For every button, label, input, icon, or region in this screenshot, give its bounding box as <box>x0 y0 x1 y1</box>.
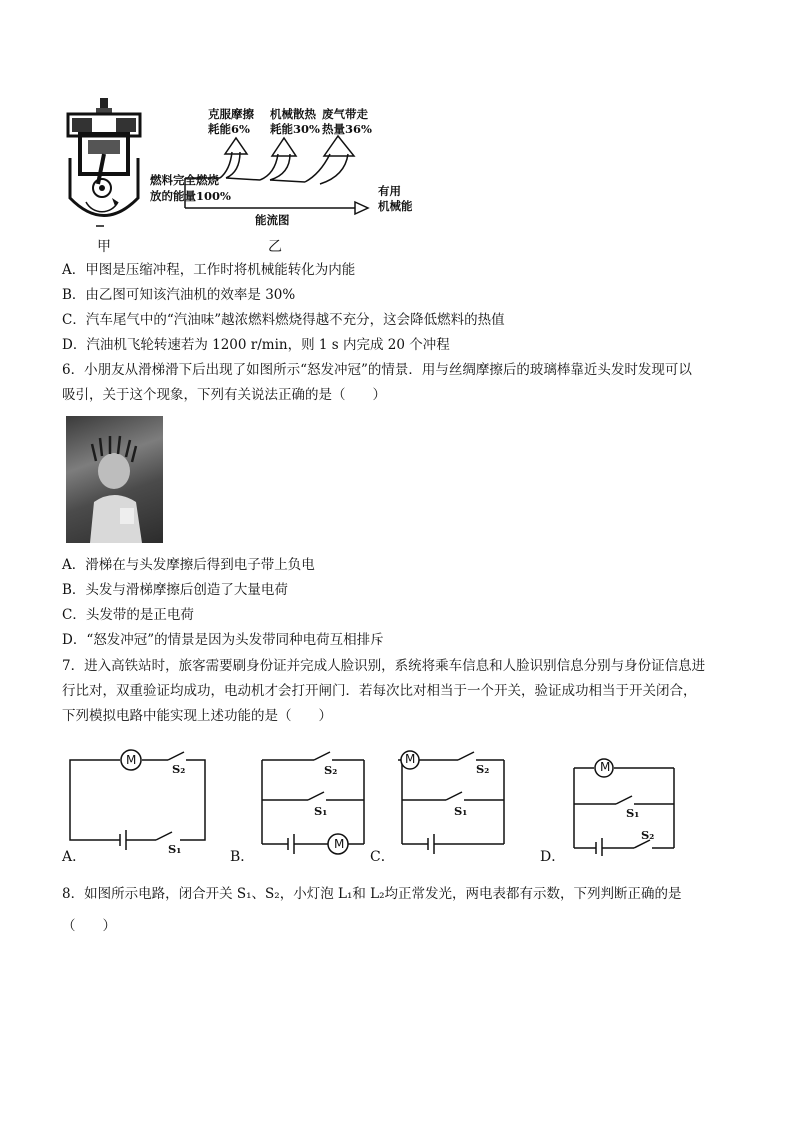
flow-label-cooling-line2: 耗能30% <box>270 122 320 136</box>
q7-stem-line2: 行比对，双重验证均成功，电动机才会打开闸门．若每次比对相当于一个开关，验证成功相当于开关闭合， <box>62 683 697 699</box>
q6-stem-line1: 6．小朋友从滑梯滑下后出现了如图所示“怒发冲冠”的情景．用与丝绸摩擦后的玻璃棒靠近头发时发现可以 <box>62 362 692 378</box>
flow-label-exhaust-line2: 热量36% <box>322 122 372 136</box>
circuit-c-s1-label: S₁ <box>454 804 468 818</box>
q6-option-c: C．头发带的是正电荷 <box>62 607 194 623</box>
q5-option-a: A．甲图是压缩冲程，工作时将机械能转化为内能 <box>62 262 356 278</box>
flow-label-exhaust <box>322 107 372 137</box>
child-silhouette <box>66 416 163 543</box>
circuit-a-s2-label: S₂ <box>172 762 186 776</box>
q7-stem-line1: 7．进入高铁站时，旅客需要刷身份证并完成人脸识别，系统将乘车信息和人脸识别信息分别与身份证信息进 <box>62 658 706 674</box>
engine-figure <box>60 98 150 238</box>
child-hair-photo <box>66 416 163 543</box>
flow-label-cooling-line1: 机械散热 <box>270 107 316 121</box>
q7-stem-line3: 下列模拟电路中能实现上述功能的是（ ） <box>62 708 332 724</box>
flow-label-useful <box>378 184 413 214</box>
circuit-b <box>258 750 368 862</box>
circuit-a-motor-label: M <box>126 753 137 767</box>
q6-option-b: B．头发与滑梯摩擦后创造了大量电荷 <box>62 582 288 598</box>
q7-option-b-label: B． <box>230 849 255 865</box>
q8-stem-line2: （ ） <box>62 918 116 934</box>
flow-label-fuel-line2: 放的能量100% <box>150 189 231 203</box>
q5-option-b: B．由乙图可知该汽油机的效率是 30% <box>62 287 296 303</box>
flow-label-fuel <box>150 172 231 204</box>
circuit-d-motor-label: M <box>600 760 611 774</box>
circuit-c-motor-label: M <box>405 752 416 766</box>
flow-label-friction <box>208 107 254 137</box>
circuit-d-s2-label: S₂ <box>641 828 655 842</box>
flow-label-friction-line2: 耗能6% <box>208 122 250 136</box>
circuit-b-s1-label: S₁ <box>314 804 328 818</box>
q5-option-c: C．汽车尾气中的“汽油味”越浓燃料燃烧得越不充分，这会降低燃料的热值 <box>62 312 505 328</box>
q6-option-a: A．滑梯在与头发摩擦后得到电子带上负电 <box>62 557 315 573</box>
q7-option-a-label: A． <box>62 849 87 865</box>
figure-label-yi: 乙 <box>268 239 282 255</box>
q8-stem-line1: 8．如图所示电路，闭合开关 S₁、S₂，小灯泡 L₁和 L₂均正常发光，两电表都有示数，下列判断正确的是 <box>62 886 682 902</box>
q7-option-c-label: C． <box>370 849 395 865</box>
figure-label-jia: 甲 <box>97 239 111 255</box>
q6-stem-line2: 吸引，关于这个现象，下列有关说法正确的是（ ） <box>62 387 386 403</box>
flow-diagram-caption: 能流图 <box>255 213 290 227</box>
circuit-d-s1-label: S₁ <box>626 806 640 820</box>
flow-label-exhaust-line1: 废气带走 <box>322 107 368 121</box>
circuit-c-s2-label: S₂ <box>476 762 490 776</box>
flow-label-fuel-line1: 燃料完全燃烧 <box>150 173 219 187</box>
q7-option-d-label: D． <box>540 849 566 865</box>
flow-label-useful-line2: 机械能 <box>378 199 413 213</box>
q6-option-d: D．“怒发冲冠”的情景是因为头发带同种电荷互相排斥 <box>62 632 384 648</box>
flow-label-useful-line1: 有用 <box>378 184 401 198</box>
circuit-d <box>570 756 678 856</box>
circuit-b-motor-label: M <box>334 837 345 851</box>
flow-label-cooling <box>270 107 320 137</box>
circuit-a-s1-label: S₁ <box>168 842 182 856</box>
flow-label-friction-line1: 克服摩擦 <box>208 107 254 121</box>
circuit-a <box>60 740 220 860</box>
q5-option-d: D．汽油机飞轮转速若为 1200 r/min，则 1 s 内完成 20 个冲程 <box>62 337 450 353</box>
circuit-b-s2-label: S₂ <box>324 763 338 777</box>
